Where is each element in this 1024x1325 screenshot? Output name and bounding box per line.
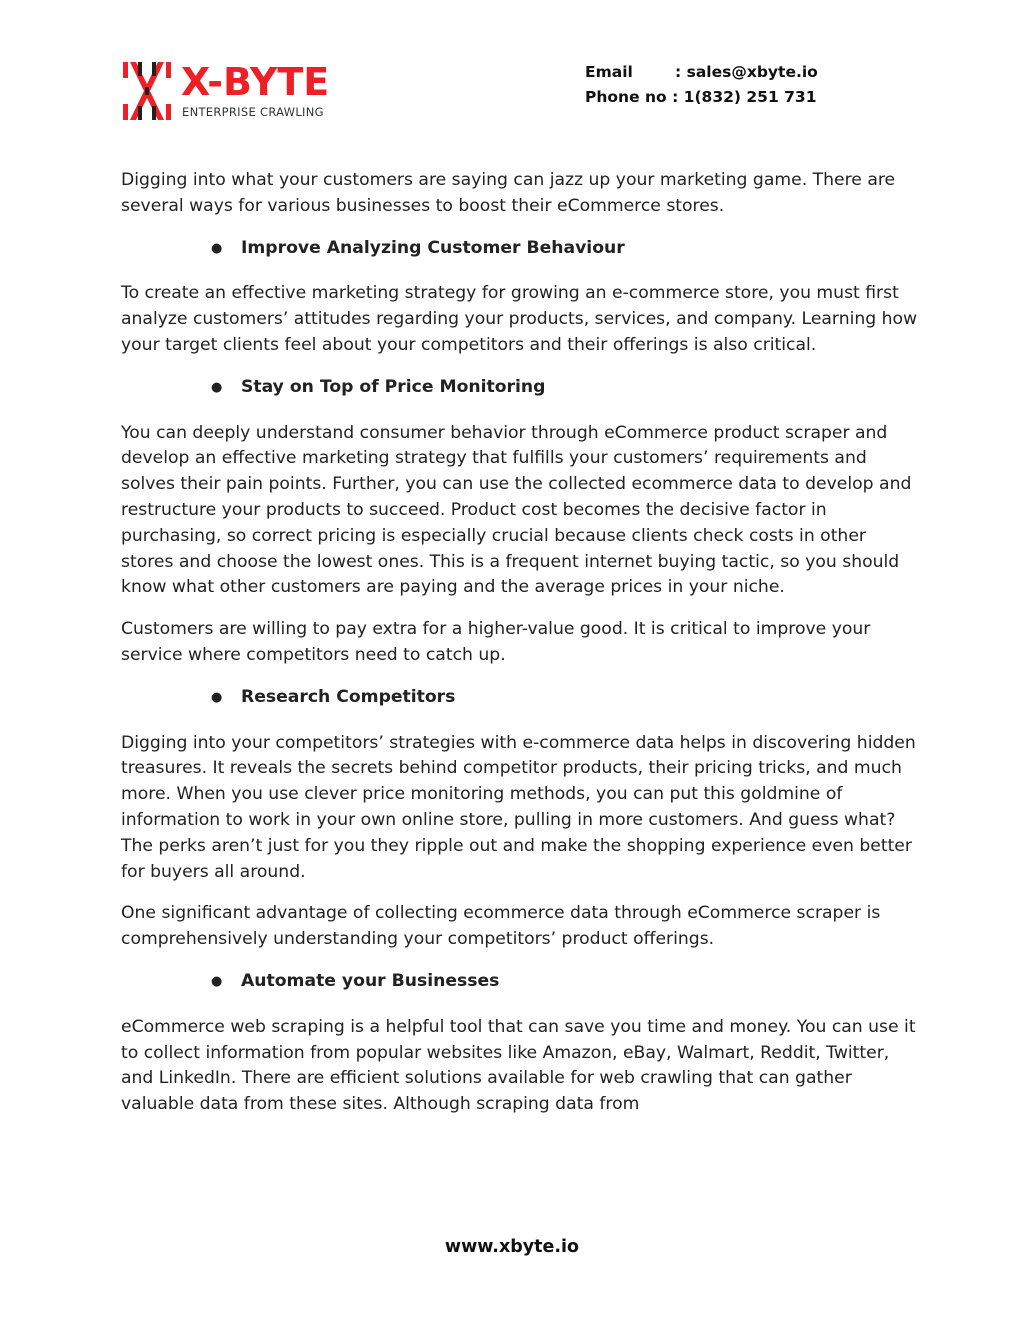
xbyte-logo: [121, 60, 353, 122]
paragraph: eCommerce web scraping is a helpful tool that can save you time and money. You can use it to collect information from popular websites like Amazon, eBay, Walmart, Reddit, Twitter, and LinkedIn. There are efficient solutions available for web crawling that can gather valuable data from these sites. Although scraping data from: [121, 1016, 916, 1115]
footer-url[interactable]: [0, 1237, 1024, 1257]
phone-label: Phone no: [585, 88, 667, 106]
bullet-heading-text: Improve Analyzing Customer Behaviour: [241, 237, 625, 258]
bullet-heading: [121, 236, 921, 262]
bullet-heading: [121, 375, 921, 401]
contact-info: [585, 60, 818, 110]
bullet-icon: ●: [211, 379, 223, 395]
xbyte-logo-mark-icon: [121, 60, 173, 122]
document-body: [121, 168, 921, 1134]
bullet-heading-text: Research Competitors: [241, 686, 456, 707]
email-value[interactable]: : sales@xbyte.io: [675, 63, 818, 81]
bullet-heading-text: Automate your Businesses: [241, 970, 500, 991]
paragraph: Digging into your competitors’ strategies with e-commerce data helps in discovering hidden treasures. It reveals the secrets behind competitor products, their pricing tricks, and much more. When you use clever price monitoring methods, you can put this goldmine of information to work in your own online store, pulling in more customers. And guess what? The perks aren’t just for you they ripple out and make the shopping experience even better for buyers all around.: [121, 732, 916, 882]
paragraph: Customers are willing to pay extra for a higher-value good. It is critical to improve your service where competitors need to catch up.: [121, 619, 871, 665]
email-label: Email: [585, 63, 633, 81]
phone-row: [585, 85, 818, 110]
paragraph: One significant advantage of collecting ecommerce data through eCommerce scraper is comprehensively understanding your competitors’ product offerings.: [121, 903, 881, 950]
bullet-icon: ●: [211, 689, 223, 705]
bullet-heading-text: Stay on Top of Price Monitoring: [241, 376, 546, 397]
logo-tagline: ENTERPRISE CRAWLING: [182, 105, 324, 119]
paragraph: To create an effective marketing strategy for growing an e-commerce store, you must first analyze customers’ attitudes regarding your products, services, and company. Learning how your target clients feel about your competitors and their offerings is also critical.: [121, 283, 918, 355]
bullet-heading: [121, 685, 921, 711]
paragraph: You can deeply understand consumer behavior through eCommerce product scraper and develop an effective marketing strategy that fulfills your customers’ requirements and solves their pain points. Further, you can use the collected ecommerce data to develop and restructure your products to succeed. Product cost becomes the decisive factor in purchasing, so correct pricing is especially crucial because clients check costs in other stores and choose the lowest ones. This is a frequent internet buying tactic, so you should know what other customers are paying and the average prices in your niche.: [121, 422, 912, 598]
footer-url-text[interactable]: www.xbyte.io: [444, 1237, 580, 1257]
paragraph: Digging into what your customers are saying can jazz up your marketing game. There are several ways for various businesses to boost their eCommerce stores.: [121, 170, 896, 216]
bullet-icon: ●: [211, 973, 223, 989]
bullet-icon: ●: [211, 240, 223, 256]
logo-wordmark: X-BYTE: [181, 60, 330, 104]
bullet-heading: [121, 969, 921, 995]
phone-value[interactable]: : 1(832) 251 731: [672, 88, 817, 106]
email-row: [585, 60, 818, 85]
